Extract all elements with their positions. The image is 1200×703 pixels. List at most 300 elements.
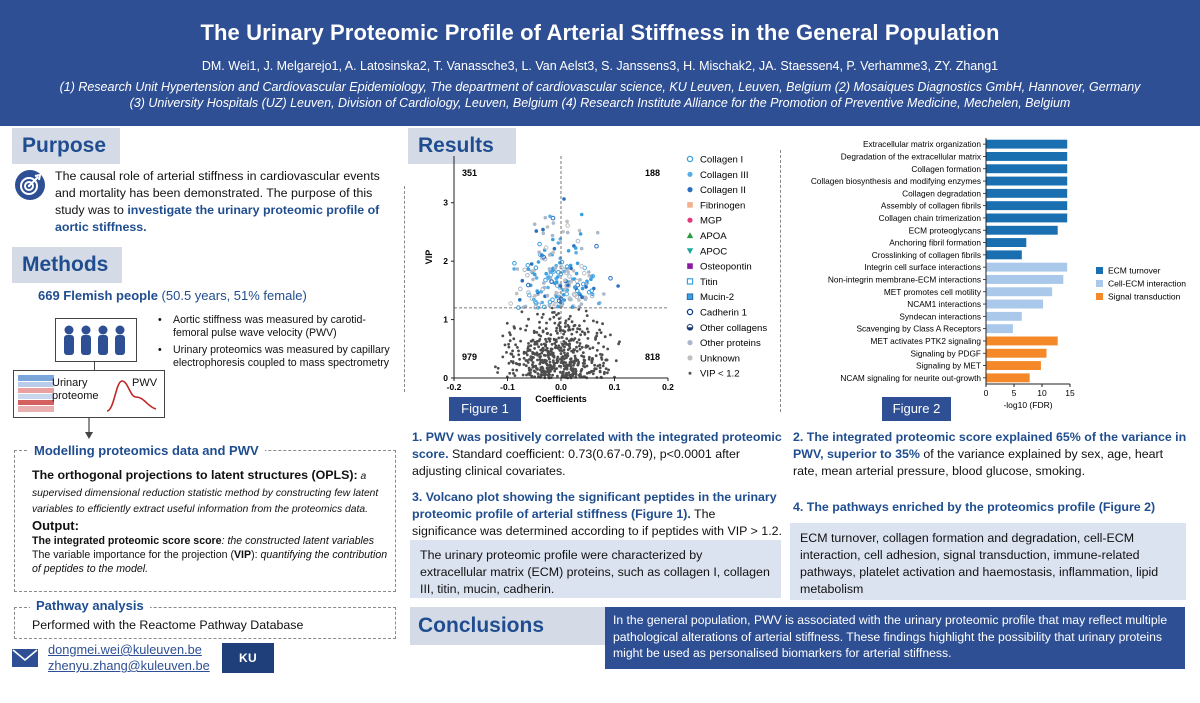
legend-label: Unknown bbox=[700, 353, 740, 365]
quadrant-count-bottom-right: 818 bbox=[644, 352, 660, 362]
vip-above-point bbox=[538, 242, 542, 246]
x-tick-label: 15 bbox=[1065, 388, 1075, 398]
vip-below-point bbox=[584, 346, 587, 349]
vip-below-point bbox=[536, 351, 539, 354]
vip-below-point bbox=[615, 359, 618, 362]
vip-above-point bbox=[533, 222, 537, 226]
result-3-box: The urinary proteomic profile were characterized by extracellular matrix (ECM) proteins, such as collagen I, collagen III, titin, mucin, cadherin. bbox=[410, 540, 781, 598]
vip-above-point bbox=[551, 251, 555, 255]
vip-below-point bbox=[531, 363, 534, 366]
vip-below-point bbox=[578, 338, 581, 341]
vip-below-point bbox=[509, 339, 512, 342]
legend-label: Cadherin 1 bbox=[700, 307, 747, 319]
vip-below-point bbox=[529, 344, 532, 347]
y-tick-label: 3 bbox=[443, 197, 448, 208]
result-2-bold: 2. The integrated proteomic score explained 65% of the variance in PWV, superior to 35% bbox=[793, 430, 1187, 461]
x-tick-label: 10 bbox=[1037, 388, 1047, 398]
vip-above-point bbox=[559, 284, 563, 288]
vip-below-point bbox=[527, 349, 530, 352]
vip-below-point bbox=[562, 372, 565, 375]
vip-below-point bbox=[603, 372, 606, 375]
pathway-category-label: Signaling by MET bbox=[915, 360, 981, 371]
vip-below-point bbox=[601, 322, 604, 325]
purpose-heading: Purpose bbox=[12, 128, 120, 164]
vip-below-point bbox=[497, 367, 500, 370]
legend-label: ECM turnover bbox=[1108, 265, 1161, 276]
vip-below-point bbox=[537, 372, 540, 375]
vip-below-point bbox=[562, 333, 565, 336]
pathway-bar bbox=[986, 189, 1067, 198]
pathway-text: Performed with the Reactome Pathway Database bbox=[32, 618, 304, 632]
vip-below-point bbox=[586, 327, 589, 330]
vip-below-point bbox=[551, 311, 554, 314]
pathway-bar bbox=[986, 238, 1026, 247]
vip-below-point bbox=[541, 359, 544, 362]
vip-below-point bbox=[509, 352, 512, 355]
pathway-category-label: MET promotes cell motility bbox=[883, 286, 981, 297]
vip-above-point bbox=[555, 280, 559, 284]
vip-below-point bbox=[509, 333, 512, 336]
vip-below-point bbox=[516, 346, 519, 349]
results-mid-dash bbox=[780, 150, 781, 412]
vip-above-point bbox=[535, 276, 539, 280]
vip-below-point bbox=[569, 315, 572, 318]
vip-below-point bbox=[553, 370, 556, 373]
vip-above-point bbox=[509, 302, 513, 306]
x-tick-label: 0.0 bbox=[555, 382, 567, 392]
vip-below-point bbox=[535, 331, 538, 334]
vip-below-point bbox=[506, 322, 509, 325]
vip-below-point bbox=[583, 360, 586, 363]
vip-above-point bbox=[554, 266, 558, 270]
vip-below-point bbox=[568, 371, 571, 374]
population-icon bbox=[55, 318, 137, 367]
pathway-bar bbox=[986, 214, 1067, 223]
y-tick-label: 2 bbox=[443, 256, 448, 267]
vip-above-point bbox=[551, 298, 555, 302]
vip-below-point bbox=[565, 337, 568, 340]
vip-below-point bbox=[567, 355, 570, 358]
figure-2-label: Figure 2 bbox=[882, 397, 951, 421]
legend-swatch bbox=[1096, 267, 1103, 274]
vip-below-point bbox=[566, 352, 569, 355]
vip-below-point bbox=[562, 329, 565, 332]
vip-below-point bbox=[575, 331, 578, 334]
vip-above-point bbox=[566, 224, 570, 228]
volcano-plot bbox=[418, 150, 780, 410]
vip-below-point bbox=[598, 329, 601, 332]
x-tick-label: 5 bbox=[1011, 388, 1017, 398]
vip-above-point bbox=[573, 285, 577, 289]
result-4 bbox=[793, 499, 1188, 516]
vip-below-point bbox=[562, 340, 565, 343]
vip-below-point bbox=[533, 347, 536, 350]
schematic-connector bbox=[94, 362, 95, 370]
vip-below-point bbox=[532, 356, 535, 359]
vip-below-point bbox=[541, 350, 544, 353]
legend-marker bbox=[687, 355, 692, 360]
vip-below-point bbox=[576, 350, 579, 353]
vip-below-point bbox=[570, 333, 573, 336]
vip-below-point bbox=[570, 350, 573, 353]
vip-below-point bbox=[600, 331, 603, 334]
modelling-title: Modelling proteomics data and PWV bbox=[28, 443, 265, 458]
legend-marker bbox=[687, 156, 692, 161]
legend-marker bbox=[687, 202, 693, 208]
vip-below-point bbox=[566, 343, 569, 346]
vip-below-point bbox=[557, 346, 560, 349]
vip-above-point bbox=[566, 231, 570, 235]
vip-above-point bbox=[523, 268, 527, 272]
vip-below-point bbox=[528, 367, 531, 370]
purpose-text bbox=[55, 168, 390, 236]
vip-below-point bbox=[568, 340, 571, 343]
vip-below-point bbox=[592, 372, 595, 375]
vip-above-point bbox=[565, 292, 569, 296]
pathway-bar-chart bbox=[788, 132, 1198, 414]
vip-above-point bbox=[553, 247, 557, 251]
vip-below-point bbox=[501, 335, 504, 338]
vip-below-point bbox=[565, 319, 568, 322]
vip-above-point bbox=[583, 271, 587, 275]
vip-below-point bbox=[543, 370, 546, 373]
vip-below-point bbox=[596, 321, 599, 324]
vip-below-point bbox=[531, 366, 534, 369]
vip-below-point bbox=[515, 362, 518, 365]
pathway-category-label: Collagen biosynthesis and modifying enzymes bbox=[810, 176, 981, 187]
vip-below-point bbox=[523, 357, 526, 360]
vip-below-point bbox=[577, 363, 580, 366]
vip-below-point bbox=[572, 328, 575, 331]
vip-below-point bbox=[543, 374, 546, 377]
vip-below-point bbox=[576, 341, 579, 344]
cohort-bold: 669 Flemish people bbox=[38, 288, 158, 303]
result-1-bold: 1. PWV was positively correlated with the integrated proteomic score. bbox=[412, 430, 782, 461]
vip-below-point bbox=[586, 314, 589, 317]
result-2-rest: of the variance explained by sex, age, heart rate, mean arterial pressure, blood glucose, smoking. bbox=[793, 447, 1164, 478]
email-link-1[interactable]: dongmei.wei@kuleuven.be bbox=[48, 642, 202, 657]
vip-below-point bbox=[511, 350, 514, 353]
vip-below-point bbox=[501, 356, 504, 359]
legend-label: Cell-ECM interaction bbox=[1108, 278, 1186, 289]
vip-below-point bbox=[527, 373, 530, 376]
vip-below-point bbox=[518, 358, 521, 361]
vip-below-point bbox=[549, 333, 552, 336]
vip-below-point bbox=[609, 334, 612, 337]
methods-heading: Methods bbox=[12, 247, 122, 283]
result-4-box: ECM turnover, collagen formation and degradation, cell-ECM interaction, cell adhesion, signal transduction, immune-related pathways, platelet activation and haemostasis, inflammation, lipid metabolism bbox=[790, 523, 1186, 600]
vip-below-point bbox=[606, 371, 609, 374]
result-1 bbox=[412, 429, 782, 480]
vip-below-point bbox=[544, 338, 547, 341]
y-tick-label: 0 bbox=[443, 373, 448, 383]
legend-marker bbox=[687, 279, 692, 284]
vip-below-point bbox=[602, 365, 605, 368]
vip-below-point bbox=[564, 325, 567, 328]
vip-above-point bbox=[519, 287, 523, 291]
x-tick-label: 0.2 bbox=[662, 382, 674, 392]
vip-above-point bbox=[563, 279, 567, 283]
vip-below-point bbox=[546, 368, 549, 371]
vip-below-point bbox=[586, 365, 589, 368]
vip-below-point bbox=[567, 329, 570, 332]
pwv-waveform-icon bbox=[104, 375, 162, 415]
vip-above-point bbox=[578, 229, 582, 233]
vip-below-point bbox=[601, 353, 604, 356]
vip-above-point bbox=[542, 232, 546, 236]
pathway-category-label: ECM proteoglycans bbox=[908, 225, 981, 236]
vip-below-point bbox=[542, 313, 545, 316]
x-tick-label: 0 bbox=[983, 388, 989, 398]
vip-bold: VIP bbox=[233, 549, 252, 561]
vip-below-point bbox=[593, 364, 596, 367]
pathway-bar bbox=[986, 287, 1052, 296]
vip-below-point bbox=[569, 361, 572, 364]
vip-below-point bbox=[575, 346, 578, 349]
pathway-bar bbox=[986, 300, 1043, 309]
vip-above-point bbox=[518, 298, 522, 302]
vip-below-point bbox=[524, 329, 527, 332]
vip-below-point bbox=[592, 346, 595, 349]
vip-below-point bbox=[562, 356, 565, 359]
vip-below-point bbox=[571, 375, 574, 378]
vip-above-point bbox=[546, 225, 550, 229]
legend-label: VIP < 1.2 bbox=[700, 368, 740, 380]
pathway-category-label: Degradation of the extracellular matrix bbox=[840, 151, 981, 162]
pathway-bar bbox=[986, 250, 1022, 259]
vip-below-point bbox=[542, 361, 545, 364]
vip-below-point bbox=[562, 360, 565, 363]
legend-marker bbox=[687, 263, 693, 269]
vip-below-point bbox=[552, 352, 555, 355]
pathway-category-label: Collagen chain trimerization bbox=[878, 212, 981, 223]
vip-below-point bbox=[552, 361, 555, 364]
vip-below-point bbox=[536, 359, 539, 362]
vip-above-point bbox=[512, 267, 516, 271]
vip-above-point bbox=[515, 292, 519, 296]
result-3-rest: The significance was determined according to if peptides with VIP > 1.2. bbox=[412, 507, 782, 538]
vip-below-point bbox=[550, 348, 553, 351]
vip-below-point bbox=[557, 337, 560, 340]
vip-above-point bbox=[577, 291, 581, 295]
vip-below-point bbox=[523, 363, 526, 366]
pathway-category-label: Non-integrin membrane-ECM interactions bbox=[827, 274, 981, 285]
vip-below-point bbox=[549, 364, 552, 367]
legend-label: Collagen I bbox=[700, 154, 744, 166]
vip-above-point bbox=[579, 232, 583, 236]
vip-above-point bbox=[580, 247, 584, 251]
score-bold: The integrated proteomic score score bbox=[32, 535, 222, 547]
conclusions-heading: Conclusions bbox=[410, 607, 605, 645]
pathway-bar bbox=[986, 312, 1022, 321]
pathway-bar bbox=[986, 263, 1067, 272]
vip-above-point bbox=[616, 284, 620, 288]
vip-above-point bbox=[602, 292, 606, 296]
conclusions-text: In the general population, PWV is associated with the urinary proteomic profile that may reflect multiple pathological alterations of arterial stiffness. These findings highlight the possibility that urinary proteins might be used as personalised biomarkers for arterial stiffness. bbox=[605, 607, 1185, 669]
vip-below-point bbox=[540, 343, 543, 346]
vip-below-point bbox=[549, 318, 552, 321]
legend-marker bbox=[689, 372, 692, 375]
vip-below-point bbox=[583, 362, 586, 365]
vip-below-point bbox=[534, 371, 537, 374]
vip-below-point bbox=[561, 343, 564, 346]
vip-below-point bbox=[553, 322, 556, 325]
vip-below-point bbox=[571, 320, 574, 323]
vip-below-point bbox=[565, 372, 568, 375]
vip-below-point bbox=[594, 336, 597, 339]
vip-below-point bbox=[526, 354, 529, 357]
vip-below-point bbox=[545, 322, 548, 325]
ku-leuven-logo: KU LEUVEN bbox=[222, 643, 274, 673]
pathway-bar bbox=[986, 373, 1030, 382]
vip-above-point bbox=[568, 298, 572, 302]
pathway-category-label: Collagen degradation bbox=[902, 188, 981, 199]
vip-below-point bbox=[579, 333, 582, 336]
vip-below-point bbox=[517, 353, 520, 356]
legend-marker bbox=[687, 309, 692, 314]
vip-below-point bbox=[574, 372, 577, 375]
vip-above-point bbox=[597, 302, 601, 306]
author-list: DM. Wei1, J. Melgarejo1, A. Latosinska2, T. Vanassche3, L. Van Aelst3, S. Janssens3, H. Mischak2, JA. Staessen4, P. Verhamme3, ZY. Zhang1 bbox=[201, 59, 999, 73]
vip-above-point bbox=[576, 239, 580, 243]
vip-below-point bbox=[517, 350, 520, 353]
pathway-bar bbox=[986, 275, 1063, 284]
vip-below-point bbox=[607, 369, 610, 372]
vip-below-point bbox=[546, 332, 549, 335]
pathway-bar bbox=[986, 152, 1067, 161]
vip-below-point bbox=[567, 348, 570, 351]
affiliations bbox=[0, 79, 1200, 111]
vip-below-point bbox=[533, 352, 536, 355]
pathway-category-label: Collagen formation bbox=[911, 163, 981, 174]
vip-below-point bbox=[544, 354, 547, 357]
vip-below-point bbox=[515, 369, 518, 372]
mail-icon bbox=[12, 648, 38, 673]
vip-below-point bbox=[508, 362, 511, 365]
vip-above-point bbox=[540, 301, 544, 305]
legend-marker bbox=[687, 294, 693, 300]
schematic-proteome-label: Urinary proteome bbox=[52, 377, 99, 402]
vip-above-point bbox=[552, 221, 556, 225]
pathway-bar bbox=[986, 361, 1041, 370]
vip-above-point bbox=[562, 197, 566, 201]
vip-below-point bbox=[579, 373, 582, 376]
vip-above-point bbox=[584, 285, 588, 289]
vip-below-point bbox=[604, 335, 607, 338]
vip-above-point bbox=[561, 230, 565, 234]
result-1-rest: Standard coefficient: 0.73(0.67-0.79), p<0.0001 after adjusting clinical covariates. bbox=[412, 447, 741, 478]
output-details bbox=[32, 534, 388, 576]
vip-above-point bbox=[531, 278, 535, 282]
vip-above-point bbox=[559, 237, 563, 241]
pathway-category-label: Crosslinking of collagen fibrils bbox=[871, 249, 981, 260]
vip-below-point bbox=[583, 332, 586, 335]
vip-below-point bbox=[572, 370, 575, 373]
legend-marker bbox=[687, 232, 693, 238]
vip-below-point bbox=[538, 334, 541, 337]
output-label: Output: bbox=[32, 518, 79, 533]
vip-below-point bbox=[585, 310, 588, 313]
vip-below-point bbox=[573, 325, 576, 328]
vip-below-point bbox=[536, 354, 539, 357]
vip-below-point bbox=[510, 360, 513, 363]
opls-italic: a supervised dimensional reduction statistic method by constructing few latent variables to efficiently extract useful information from the proteomics data. bbox=[32, 471, 379, 515]
vip-above-point bbox=[557, 241, 561, 245]
vip-above-point bbox=[516, 267, 520, 271]
vip-below-point bbox=[547, 354, 550, 357]
vip-above-point bbox=[548, 215, 552, 219]
vip-below-point bbox=[558, 317, 561, 320]
vip-below-point bbox=[602, 345, 605, 348]
methods-bullets bbox=[158, 314, 398, 374]
vip-below-point bbox=[533, 343, 536, 346]
vip-below-point bbox=[588, 358, 591, 361]
volcano-legend bbox=[687, 155, 768, 380]
vip-below-point bbox=[541, 366, 544, 369]
vip-below-point bbox=[577, 359, 580, 362]
vip-below-point bbox=[542, 329, 545, 332]
output-score-line bbox=[32, 534, 388, 548]
y-axis-title: VIP bbox=[424, 249, 434, 265]
vip-above-point bbox=[551, 234, 555, 238]
legend-label: Other proteins bbox=[700, 338, 761, 350]
result-4-bold: 4. The pathways enriched by the proteomics profile (Figure 2) bbox=[793, 500, 1156, 514]
vip-below-point bbox=[508, 372, 511, 375]
vip-above-point bbox=[574, 246, 578, 250]
opls-description bbox=[32, 468, 388, 518]
pathway-bars bbox=[986, 140, 1067, 383]
vip-above-point bbox=[535, 289, 539, 293]
vip-above-point bbox=[530, 262, 534, 266]
pathway-category-label: NCAM signaling for neurite out-growth bbox=[840, 372, 981, 383]
vip-below-point bbox=[547, 337, 550, 340]
vip-above-point bbox=[565, 220, 569, 224]
vip-below-point bbox=[551, 374, 554, 377]
legend-label: Fibrinogen bbox=[700, 200, 746, 212]
vip-above-point bbox=[533, 294, 537, 298]
vip-above-point bbox=[556, 275, 560, 279]
vip-below-point bbox=[552, 365, 555, 368]
quadrant-count-top-left: 351 bbox=[462, 168, 478, 178]
vip-below-point bbox=[557, 312, 560, 315]
vip-below-point bbox=[589, 347, 592, 350]
pathway-category-label: Signaling by PDGF bbox=[910, 348, 981, 359]
quadrant-count-top-right: 188 bbox=[644, 168, 660, 178]
vip-pre: The variable importance for the projection ( bbox=[32, 549, 234, 561]
result-2 bbox=[793, 429, 1188, 480]
vip-below-point bbox=[582, 351, 585, 354]
vip-below-point bbox=[599, 371, 602, 374]
vip-above-point bbox=[544, 272, 548, 276]
target-icon bbox=[15, 170, 45, 205]
vip-below-point bbox=[552, 355, 555, 358]
vip-below-point bbox=[551, 343, 554, 346]
legend-label: Collagen III bbox=[700, 169, 749, 181]
vip-below-point bbox=[549, 370, 552, 373]
vip-below-point bbox=[563, 351, 566, 354]
vip-below-point bbox=[533, 330, 536, 333]
pathway-bar bbox=[986, 140, 1067, 149]
email-link-2[interactable]: zhenyu.zhang@kuleuven.be bbox=[48, 658, 210, 673]
pathway-legend bbox=[1096, 266, 1186, 302]
vip-above-point bbox=[575, 272, 579, 276]
vip-below-point bbox=[521, 310, 524, 313]
vip-below-point bbox=[579, 348, 582, 351]
vip-below-point bbox=[536, 367, 539, 370]
vip-post: ): bbox=[251, 549, 261, 561]
vip-above-point bbox=[537, 250, 541, 254]
pathway-title: Pathway analysis bbox=[30, 598, 150, 613]
